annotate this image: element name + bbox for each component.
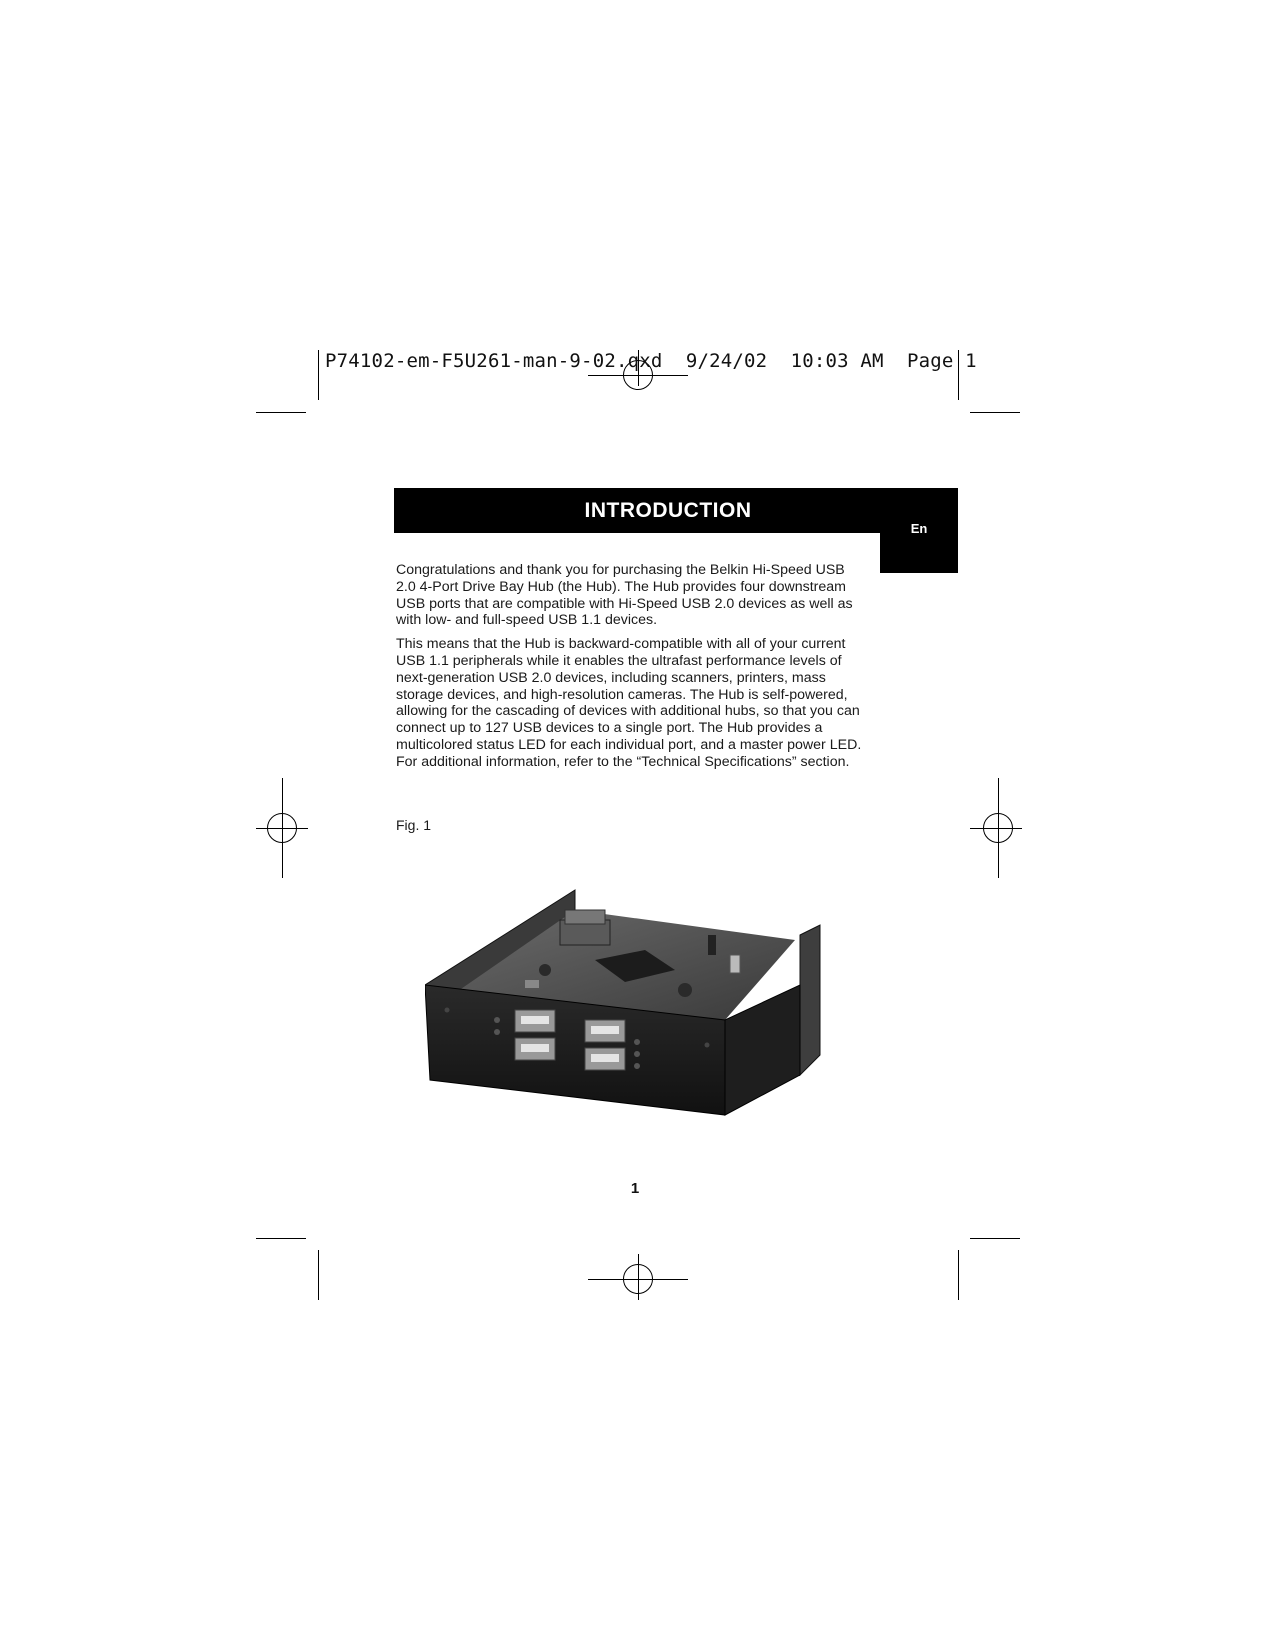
- print-slug: [325, 350, 977, 372]
- section-title: INTRODUCTION: [584, 498, 752, 522]
- page-number: 1: [630, 1180, 640, 1197]
- usb-hub-photo: [425, 880, 830, 1120]
- crop-mark: [256, 412, 306, 413]
- intro-body: [396, 562, 866, 778]
- crop-mark: [970, 1238, 1020, 1239]
- paragraph: This means that the Hub is backward-compatible with all of your current USB 1.1 peripherals while it enables the ultrafast performance levels of next-generation USB 2.0 devices, including scanners, printers, mass storage devices, and high-resolution cameras. The Hub is self-powered, allowing for the cascading of devices with additional hubs, so that you can connect up to 127 USB devices to a single port. The Hub provides a multicolored status LED for each individual port, and a master power LED. For additional information, refer to the “Technical Specifications” section.: [396, 636, 862, 770]
- section-banner: [394, 488, 958, 533]
- crop-mark: [970, 412, 1020, 413]
- figure-label: Fig. 1: [396, 817, 432, 833]
- crop-mark: [256, 1238, 306, 1239]
- slug-page: Page 1: [906, 350, 977, 372]
- language-tab-label: En: [910, 520, 928, 536]
- crop-mark: [318, 350, 319, 400]
- crop-mark: [318, 1250, 319, 1300]
- slug-date: 9/24/02: [685, 350, 768, 372]
- slug-filename: P74102-em-F5U261-man-9-02.qxd: [325, 350, 663, 372]
- crop-mark: [958, 1250, 959, 1300]
- slug-time: 10:03 AM: [790, 350, 884, 372]
- paragraph: Congratulations and thank you for purchasing the Belkin Hi-Speed USB 2.0 4-Port Drive Bay Hub (the Hub). The Hub provides four downstream USB ports that are compatible with Hi-Speed USB 2.0 devices as well as with low- and full-speed USB 1.1 devices.: [396, 562, 853, 629]
